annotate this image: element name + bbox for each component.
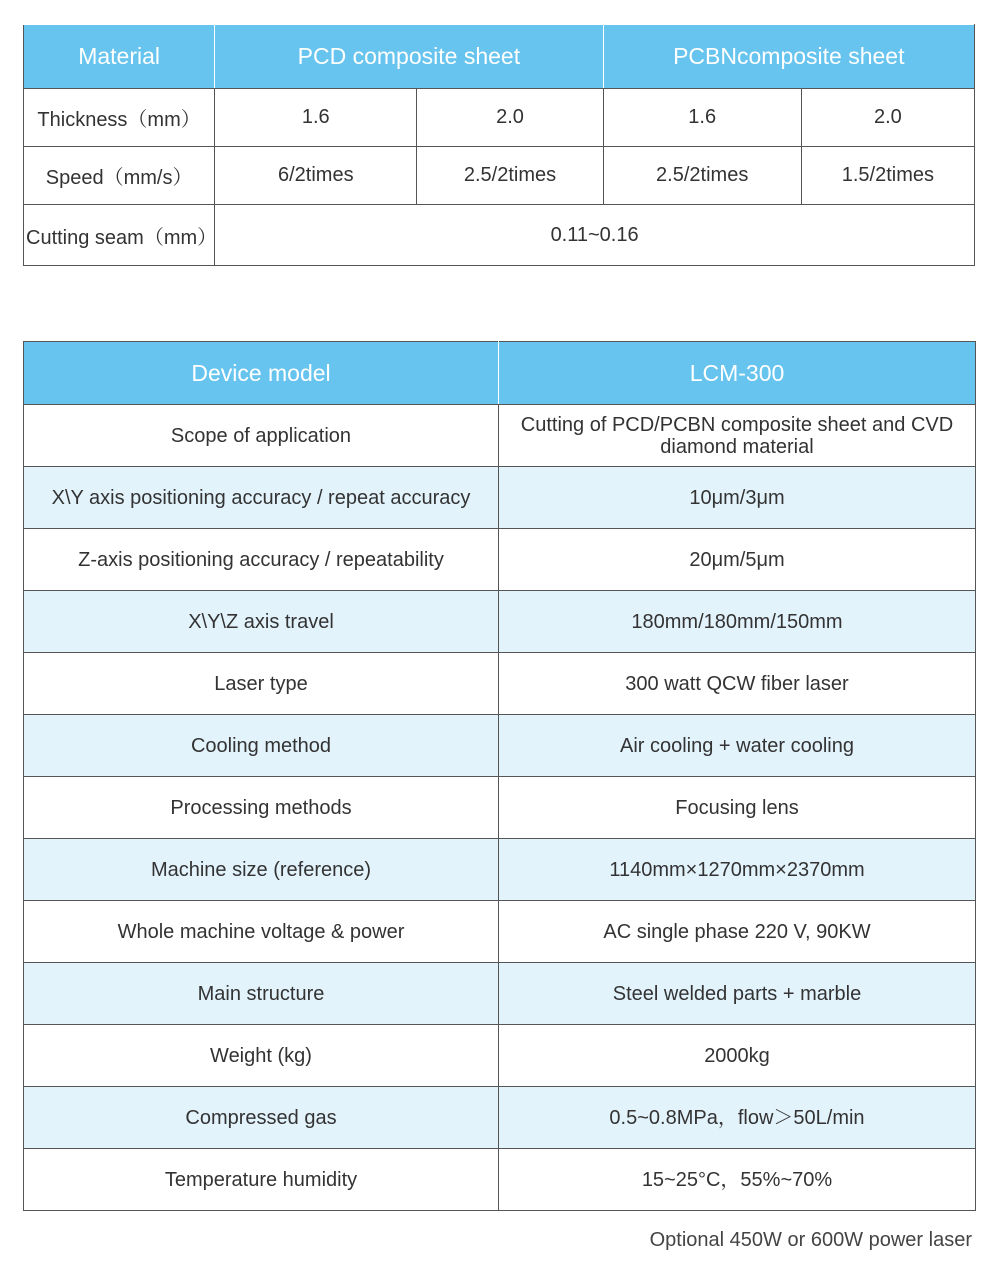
spec-value: 15~25°C，55%~70% (499, 1149, 976, 1211)
footnote: Optional 450W or 600W power laser (649, 1229, 972, 1251)
materials-header-row (24, 25, 975, 89)
speed-label: Speed（mm/s） (24, 147, 215, 205)
spec-row (24, 405, 976, 467)
thickness-row (24, 89, 975, 147)
spec-label: Processing methods (24, 777, 499, 839)
spec-label: X\Y axis positioning accuracy / repeat accuracy (24, 467, 499, 529)
spec-value: 1140mm×1270mm×2370mm (499, 839, 976, 901)
spec-value: 2000kg (499, 1025, 976, 1087)
specs-body (24, 405, 976, 1211)
thickness-value: 2.0 (801, 89, 974, 147)
spec-label: Whole machine voltage & power (24, 901, 499, 963)
specs-header-row (24, 342, 976, 405)
cutting-seam-label: Cutting seam（mm） (24, 205, 215, 266)
spec-value: 20μm/5μm (499, 529, 976, 591)
spec-label: Weight (kg) (24, 1025, 499, 1087)
spec-label: Z-axis positioning accuracy / repeatability (24, 529, 499, 591)
spec-row (24, 529, 976, 591)
spec-row (24, 467, 976, 529)
spec-label: Scope of application (24, 405, 499, 467)
spec-row (24, 963, 976, 1025)
spec-value: AC single phase 220 V, 90KW (499, 901, 976, 963)
cutting-seam-value: 0.11~0.16 (215, 205, 975, 266)
spec-row (24, 1087, 976, 1149)
spec-label: Main structure (24, 963, 499, 1025)
thickness-label: Thickness（mm） (24, 89, 215, 147)
spec-row (24, 715, 976, 777)
spec-label: Cooling method (24, 715, 499, 777)
spec-row (24, 839, 976, 901)
spec-value: Focusing lens (499, 777, 976, 839)
spec-value: Cutting of PCD/PCBN composite sheet and CVD diamond material (499, 405, 976, 467)
header-pcd: PCD composite sheet (215, 25, 603, 89)
spec-label: Temperature humidity (24, 1149, 499, 1211)
header-device-model: Device model (24, 342, 499, 405)
materials-table (23, 24, 975, 266)
header-model-name: LCM-300 (499, 342, 976, 405)
spec-value: 0.5~0.8MPa，flow＞50L/min (499, 1087, 976, 1149)
thickness-value: 2.0 (417, 89, 603, 147)
spec-value: Steel welded parts + marble (499, 963, 976, 1025)
header-pcbn: PCBNcomposite sheet (603, 25, 974, 89)
header-material: Material (24, 25, 215, 89)
spec-row (24, 591, 976, 653)
speed-value: 2.5/2times (603, 147, 801, 205)
speed-row (24, 147, 975, 205)
thickness-value: 1.6 (215, 89, 417, 147)
spec-label: Compressed gas (24, 1087, 499, 1149)
spec-row (24, 1149, 976, 1211)
speed-value: 6/2times (215, 147, 417, 205)
spec-value: 300 watt QCW fiber laser (499, 653, 976, 715)
spec-row (24, 777, 976, 839)
speed-value: 2.5/2times (417, 147, 603, 205)
speed-value: 1.5/2times (801, 147, 974, 205)
spec-label: Machine size (reference) (24, 839, 499, 901)
spec-row (24, 1025, 976, 1087)
cutting-seam-row (24, 205, 975, 266)
spec-value: 180mm/180mm/150mm (499, 591, 976, 653)
specs-table (23, 341, 976, 1211)
spec-row (24, 653, 976, 715)
spec-label: Laser type (24, 653, 499, 715)
spec-value: Air cooling + water cooling (499, 715, 976, 777)
spec-value: 10μm/3μm (499, 467, 976, 529)
spec-label: X\Y\Z axis travel (24, 591, 499, 653)
spec-row (24, 901, 976, 963)
thickness-value: 1.6 (603, 89, 801, 147)
